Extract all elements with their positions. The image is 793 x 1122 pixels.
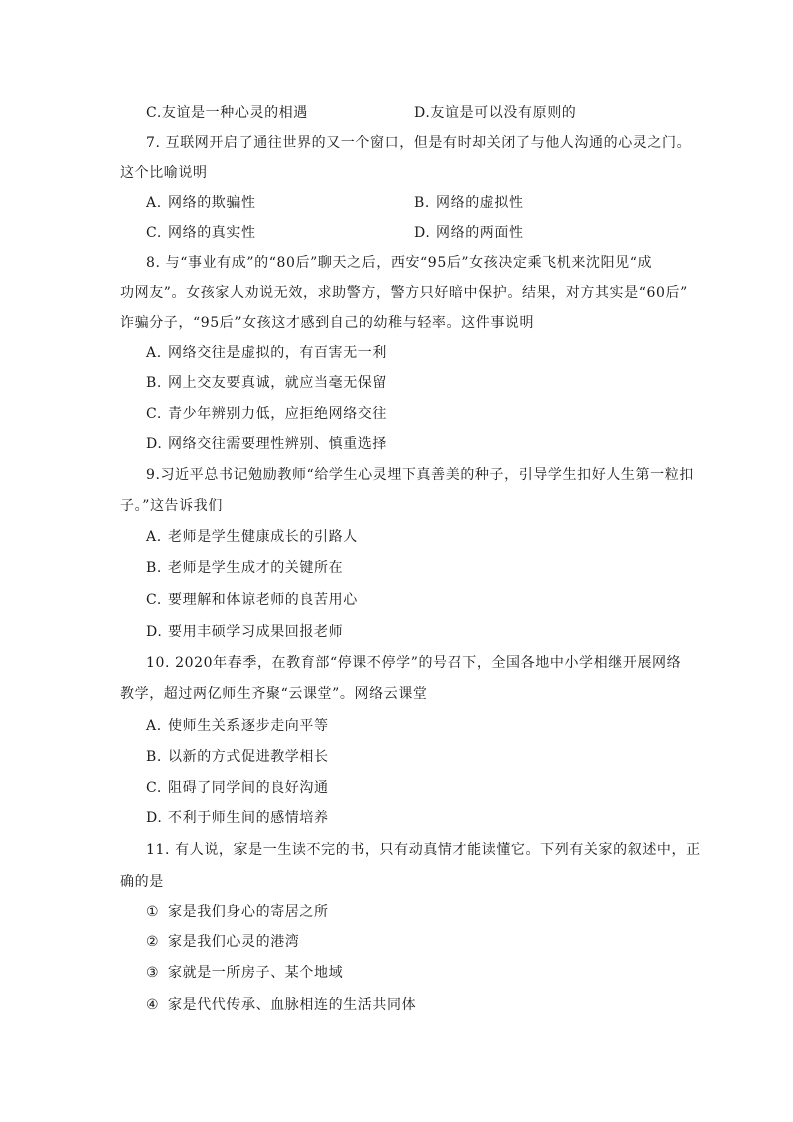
- option-text: 网络的两面性: [436, 225, 524, 241]
- option-text: 老师是学生成才的关键所在: [168, 560, 344, 576]
- q9-stem-line-1: 9.习近平总书记勉励教师“给学生心灵埋下真善美的种子，引导学生扣好人生第一粒扣: [146, 467, 694, 483]
- q7-stem-line-2: 这个比喻说明: [120, 165, 208, 181]
- statement-label: ④: [146, 997, 160, 1013]
- option-label: A.: [146, 718, 162, 734]
- q11-statement-2: [146, 933, 299, 951]
- option-label: A.: [146, 529, 162, 545]
- q7-stem-line-1: 7. 互联网开启了通往世界的又一个窗口，但是有时却关闭了与他人沟通的心灵之门。: [146, 135, 692, 151]
- q9-option-d: [146, 623, 343, 641]
- option-label: C.: [146, 105, 162, 121]
- statement-text: 家是我们身心的寄居之所: [168, 904, 329, 920]
- q11-statement-3: [146, 964, 343, 982]
- q8-option-b: [146, 374, 387, 392]
- q8-stem-line-1: 8. 与“事业有成”的“80后”聊天之后，西安“95后”女孩决定乘飞机来沈阳见“成: [146, 255, 653, 271]
- q9-stem-line-2: 子。”这告诉我们: [120, 498, 223, 514]
- q8-option-c: [146, 405, 387, 423]
- q7-option-b: [414, 194, 524, 212]
- option-text: 友谊是可以没有原则的: [430, 105, 577, 121]
- q7-option-a: [146, 194, 256, 212]
- q8-stem-line-3: 诈骗分子，“95后”女孩这才感到自己的幼稚与轻率。这件事说明: [120, 315, 535, 331]
- option-label: D.: [146, 436, 163, 452]
- statement-label: ③: [146, 965, 160, 981]
- option-text: 以新的方式促进教学相长: [168, 749, 329, 765]
- q10-option-c: [146, 779, 329, 797]
- option-text: 使师生关系逐步走向平等: [168, 718, 329, 734]
- option-label: A.: [146, 345, 162, 361]
- q11-statement-4: [146, 996, 416, 1014]
- q9-option-b: [146, 559, 343, 577]
- q6-option-d: [414, 104, 576, 122]
- option-text: 老师是学生健康成长的引路人: [168, 529, 358, 545]
- option-text: 网络的欺骗性: [168, 195, 256, 211]
- q11-stem-line-1: 11. 有人说，家是一生读不完的书，只有动真情才能读懂它。下列有关家的叙述中，正: [146, 842, 701, 858]
- option-label: D.: [414, 105, 431, 121]
- q6-option-c: [146, 104, 308, 122]
- option-text: 不利于师生间的感情培养: [168, 810, 329, 826]
- option-label: C.: [146, 406, 162, 422]
- option-text: 青少年辨别力低，应拒绝网络交往: [168, 406, 387, 422]
- q11-statement-1: [146, 903, 329, 921]
- option-text: 友谊是一种心灵的相遇: [161, 105, 308, 121]
- option-text: 网络的真实性: [168, 225, 256, 241]
- statement-text: 家就是一所房子、某个地域: [168, 965, 344, 981]
- option-label: D.: [146, 810, 163, 826]
- option-label: B.: [146, 560, 162, 576]
- option-text: 网上交友要真诚，就应当毫无保留: [168, 375, 387, 391]
- q9-option-a: [146, 528, 358, 546]
- option-text: 网络的虚拟性: [436, 195, 524, 211]
- option-label: B.: [146, 749, 162, 765]
- option-label: C.: [146, 225, 162, 241]
- option-text: 网络交往需要理性辨别、慎重选择: [168, 436, 387, 452]
- option-text: 阻碍了同学间的良好沟通: [168, 780, 329, 796]
- q9-option-c: [146, 591, 358, 609]
- option-label: C.: [146, 780, 162, 796]
- option-label: D.: [146, 624, 163, 640]
- q8-option-d: [146, 435, 387, 453]
- q10-option-b: [146, 748, 329, 766]
- q7-option-c: [146, 224, 256, 242]
- option-text: 要理解和体谅老师的良苦用心: [168, 592, 358, 608]
- statement-label: ②: [146, 934, 160, 950]
- option-text: 网络交往是虚拟的，有百害无一利: [168, 345, 387, 361]
- statement-label: ①: [146, 904, 160, 920]
- statement-text: 家是代代传承、血脉相连的生活共同体: [168, 997, 417, 1013]
- q11-stem-line-2: 确的是: [120, 874, 164, 890]
- q10-stem-line-1: 10. 2020年春季，在教育部“停课不停学”的号召下，全国各地中小学相继开展网络: [146, 655, 682, 671]
- q10-option-d: [146, 809, 329, 827]
- option-label: B.: [414, 195, 430, 211]
- option-label: B.: [146, 375, 162, 391]
- option-label: D.: [414, 225, 431, 241]
- option-label: A.: [146, 195, 162, 211]
- q10-stem-line-2: 教学，超过两亿师生齐聚“云课堂”。网络云课堂: [120, 686, 428, 702]
- statement-text: 家是我们心灵的港湾: [168, 934, 300, 950]
- q8-option-a: [146, 344, 387, 362]
- option-label: C.: [146, 592, 162, 608]
- q8-stem-line-2: 功网友”。女孩家人劝说无效，求助警方，警方只好暗中保护。结果，对方其实是“60后”: [120, 285, 688, 301]
- q7-option-d: [414, 224, 524, 242]
- q10-option-a: [146, 717, 329, 735]
- option-text: 要用丰硕学习成果回报老师: [168, 624, 344, 640]
